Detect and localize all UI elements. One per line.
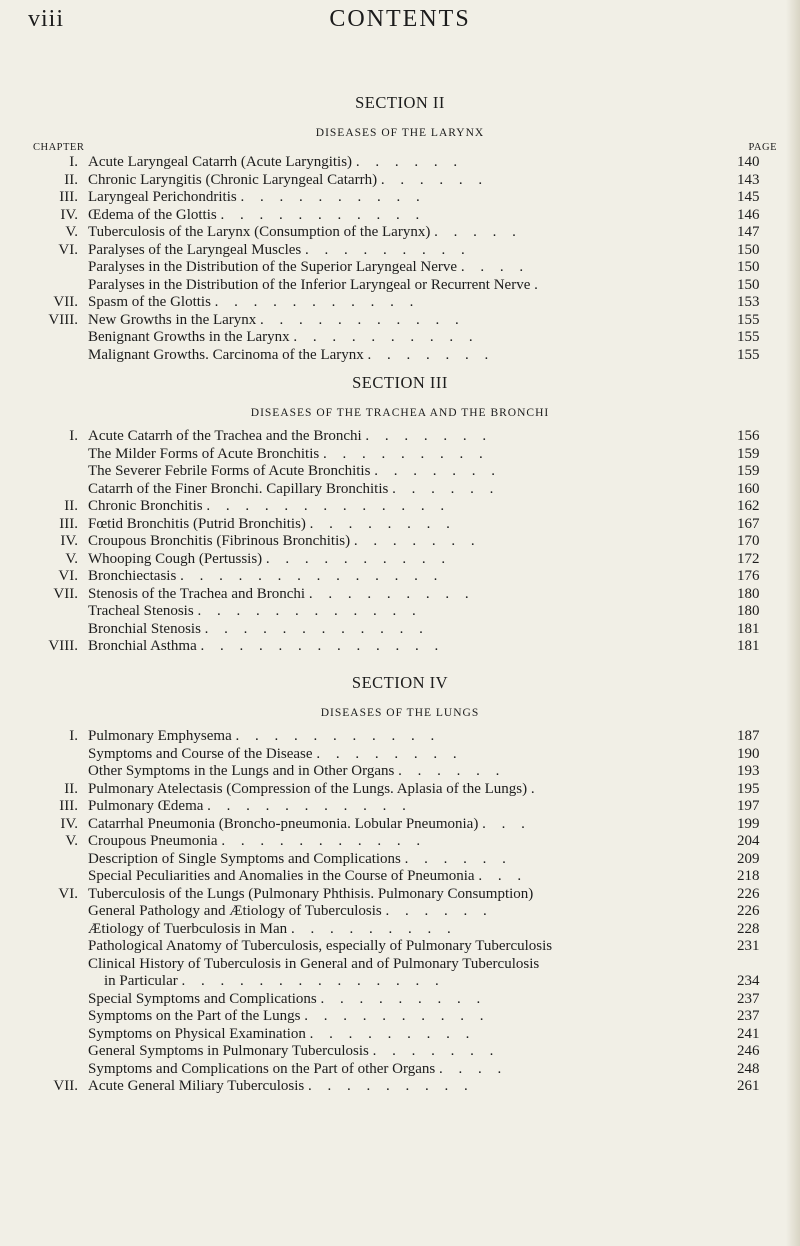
dot-leader: . . . . . . . . . <box>320 990 487 1007</box>
entry-title: Acute General Miliary Tuberculosis <box>88 1078 305 1094</box>
toc-entry <box>0 329 800 347</box>
entry-title-line <box>88 1078 736 1096</box>
entry-title-line <box>88 1008 736 1026</box>
entry-page-number: 145 <box>737 189 760 205</box>
entry-title-line <box>88 312 736 330</box>
toc-entry <box>0 259 800 277</box>
entry-page-number: 167 <box>737 515 760 532</box>
entry-page-number: 181 <box>737 638 760 654</box>
toc-entry <box>0 481 800 499</box>
entry-page-number: 237 <box>737 990 760 1007</box>
entry-title-line <box>88 763 736 781</box>
entry-title-line <box>88 886 736 904</box>
entry-title-line <box>88 728 736 746</box>
dot-leader: . . . <box>482 815 531 832</box>
toc-entry <box>0 851 800 869</box>
section-ii <box>0 92 800 364</box>
entry-title: Symptoms on the Part of the Lungs <box>88 1008 301 1024</box>
section-iii <box>0 372 800 656</box>
entry-page-number: 150 <box>737 241 760 258</box>
toc-entry <box>0 781 800 799</box>
toc-entry <box>0 312 800 330</box>
toc-entry <box>0 816 800 834</box>
entry-title: Pulmonary Œdema <box>88 798 204 814</box>
chapter-number: V. <box>65 833 78 849</box>
page-number: viii <box>28 6 65 32</box>
toc-entry <box>0 603 800 621</box>
toc-entry <box>0 207 800 225</box>
dot-leader: . <box>534 276 544 293</box>
toc-entry <box>0 746 800 764</box>
entry-title: Bronchiectasis <box>88 568 177 584</box>
entry-title: Benignant Growths in the Larynx <box>88 329 290 345</box>
dot-leader: . . . . . . . . . . <box>240 189 426 205</box>
entry-title-line <box>88 347 736 365</box>
toc-entry <box>0 428 800 446</box>
entry-title-line <box>88 781 736 799</box>
entry-title: Croupous Pneumonia <box>88 833 218 849</box>
entry-page-number: 147 <box>737 224 760 240</box>
entry-title-line <box>88 621 736 639</box>
entry-title: Tracheal Stenosis <box>88 603 194 619</box>
entry-page-number: 181 <box>737 620 760 637</box>
entry-page-number: 190 <box>737 745 760 762</box>
dot-leader: . . . . . . . . . <box>305 241 471 258</box>
entry-title: Whooping Cough (Pertussis) <box>88 550 263 567</box>
entry-title: General Symptoms in Pulmonary Tuberculosis <box>88 1043 369 1059</box>
toc-entry <box>0 1008 800 1026</box>
dot-leader: . . . . . . . . . . . <box>207 798 412 814</box>
entry-title-line <box>88 903 736 921</box>
toc-entry <box>0 154 800 172</box>
dot-leader: . . . . . . <box>385 903 493 919</box>
section-subtitle: DISEASES OF THE TRACHEA AND THE BRONCHI <box>250 407 550 419</box>
entry-page-number: 197 <box>737 798 760 814</box>
entry-title: Special Symptoms and Complications <box>88 990 317 1007</box>
entry-title-line <box>88 329 736 347</box>
entry-title: Stenosis of the Trachea and Bronchi <box>88 585 306 602</box>
toc-entry <box>0 763 800 781</box>
entry-title: Paralyses in the Distribution of the Superior Laryngeal Nerve <box>88 259 458 275</box>
entry-page-number: 143 <box>737 171 760 188</box>
entry-page-number: 237 <box>737 1008 760 1024</box>
section-title: SECTION III <box>352 373 448 392</box>
dot-leader: . . . . . . . . . <box>290 920 457 937</box>
entry-page-number: 199 <box>737 815 760 832</box>
entry-page-number: 170 <box>737 533 760 549</box>
dot-leader: . . . . . <box>434 224 522 240</box>
entry-page-number: 226 <box>737 885 760 902</box>
entry-title: Acute Laryngeal Catarrh (Acute Laryngitis) <box>88 154 353 170</box>
entry-page-number: 193 <box>737 763 760 779</box>
running-head <box>0 2 800 42</box>
entry-page-number: 172 <box>737 550 760 567</box>
entry-title: Clinical History of Tuberculosis in General and of Pulmonary Tuberculosis <box>88 955 540 972</box>
toc-entry <box>0 586 800 604</box>
entry-title-line <box>88 991 736 1009</box>
entry-page-number: 162 <box>737 498 760 514</box>
entry-title-line <box>88 638 736 656</box>
chapter-number: VIII. <box>48 638 78 654</box>
entry-title: Croupous Bronchitis (Fibrinous Bronchitis) <box>88 533 351 549</box>
chapter-number: II. <box>64 780 78 797</box>
section-subtitle: DISEASES OF THE LARYNX <box>315 127 485 139</box>
entry-page-number: 261 <box>737 1078 760 1094</box>
dot-leader: . . . . . . . . . . . . . <box>200 638 445 654</box>
dot-leader: . . . . <box>438 1060 508 1077</box>
entry-title-line <box>88 798 736 816</box>
entry-title: Chronic Bronchitis <box>88 498 203 514</box>
entry-title-line <box>88 224 736 242</box>
dot-leader: . . . . . . . . <box>309 515 456 532</box>
entry-page-number: 180 <box>737 603 760 619</box>
chapter-number: VI. <box>58 241 78 258</box>
section-subtitle: DISEASES OF THE LUNGS <box>320 707 480 719</box>
chapter-number: I. <box>69 154 78 170</box>
chapter-number: IV. <box>60 815 78 832</box>
toc-entry <box>0 224 800 242</box>
entry-title: in Particular <box>104 973 178 989</box>
entry-title-line <box>88 294 736 312</box>
entry-title-line <box>88 189 736 207</box>
toc-entry <box>0 868 800 886</box>
toc-entry <box>0 277 800 295</box>
dot-leader: . <box>530 780 541 797</box>
entry-page-number: 204 <box>737 833 760 849</box>
entry-page-number: 159 <box>737 445 760 462</box>
entry-title: New Growths in the Larynx <box>88 311 257 328</box>
dot-leader: . . . . . . . . . <box>308 585 475 602</box>
entry-page-number: 155 <box>737 346 760 363</box>
entry-title-line <box>88 172 736 190</box>
toc-entry <box>0 568 800 586</box>
entry-page-number: 140 <box>737 154 760 170</box>
entry-title-line <box>88 938 736 956</box>
chapter-number: VII. <box>53 1078 78 1094</box>
toc-entry <box>0 973 800 991</box>
entry-page-number: 146 <box>737 206 760 223</box>
toc-entry <box>0 533 800 551</box>
entry-page-number: 160 <box>737 480 760 497</box>
entry-title-line <box>88 242 736 260</box>
entry-title: General Pathology and Ætiology of Tuberculosis <box>88 903 382 919</box>
entry-page-number: 153 <box>737 294 760 310</box>
entry-title-line <box>88 154 736 172</box>
dot-leader: . . . . . . . . . . . . . . <box>181 973 445 989</box>
entry-title-line <box>88 568 736 586</box>
entry-title-line <box>88 498 736 516</box>
chapter-number: II. <box>64 171 78 188</box>
chapter-number: VI. <box>58 885 78 902</box>
toc-entry <box>0 463 800 481</box>
dot-leader: . . . . . . <box>404 850 512 867</box>
chapter-number: IV. <box>60 206 78 223</box>
entry-title-line <box>88 207 736 225</box>
entry-title-line <box>88 868 736 886</box>
entry-page-number: 248 <box>737 1060 760 1077</box>
entry-page-number: 180 <box>737 585 760 602</box>
dot-leader: . . . . . . . <box>372 1043 500 1059</box>
chapter-number: IV. <box>60 533 78 549</box>
chapter-number: VII. <box>53 585 78 602</box>
dot-leader: . . . . . . . . . . . . <box>197 603 422 619</box>
entry-page-number: 176 <box>737 568 760 584</box>
chapter-number: III. <box>59 189 78 205</box>
column-headings <box>0 142 800 154</box>
chapter-number: V. <box>65 550 78 567</box>
dot-leader: . . . . <box>460 259 530 275</box>
chapter-number: VIII. <box>48 311 78 328</box>
entry-title-line <box>88 921 736 939</box>
dot-leader: . . . <box>478 868 528 884</box>
toc-entry <box>0 991 800 1009</box>
dot-leader: . . . . . . . . . . . <box>220 206 426 223</box>
entry-title: Acute Catarrh of the Trachea and the Bronchi <box>88 428 362 444</box>
entry-title-line <box>104 973 736 991</box>
toc-entry <box>0 498 800 516</box>
dot-leader: . . . . . . . . . <box>307 1078 474 1094</box>
toc-entry <box>0 551 800 569</box>
toc-entry <box>0 638 800 656</box>
entry-title-line <box>88 516 736 534</box>
entry-title-line <box>88 1043 736 1061</box>
entry-page-number: 246 <box>737 1043 760 1059</box>
toc-entry <box>0 886 800 904</box>
entry-title: Tuberculosis of the Larynx (Consumption of the Larynx) <box>88 224 431 240</box>
entry-title: Malignant Growths. Carcinoma of the Larynx <box>88 346 364 363</box>
toc-entry <box>0 516 800 534</box>
toc-entry <box>0 833 800 851</box>
toc-entry <box>0 798 800 816</box>
entry-page-number: 218 <box>737 868 760 884</box>
entry-page-number: 155 <box>737 329 760 345</box>
toc-entry <box>0 728 800 746</box>
entry-title-line <box>88 428 736 446</box>
dot-leader: . . . . . . <box>392 480 500 497</box>
dot-leader: . . . . . . . . . <box>322 445 489 462</box>
entry-title: Symptoms and Course of the Disease <box>88 745 313 762</box>
chapter-number: VI. <box>58 568 78 584</box>
toc-entry <box>0 1026 800 1044</box>
dot-leader: . . . . . . . . . . . <box>214 294 420 310</box>
toc-entry <box>0 172 800 190</box>
entry-title-line <box>88 533 736 551</box>
entry-title: Other Symptoms in the Lungs and in Other Organs <box>88 763 395 779</box>
entry-title: Œdema of the Glottis <box>88 206 217 223</box>
entry-title-line <box>88 481 736 499</box>
entry-title-line <box>88 1026 736 1044</box>
chapter-number: III. <box>59 515 78 532</box>
toc-entries <box>0 154 800 364</box>
entry-title: Chronic Laryngitis (Chronic Laryngeal Catarrh) <box>88 171 378 188</box>
entry-page-number: 159 <box>737 463 760 479</box>
entry-title: Catarrhal Pneumonia (Broncho-pneumonia. Lobular Pneumonia) <box>88 815 479 832</box>
toc-entry <box>0 189 800 207</box>
toc-entry <box>0 956 800 974</box>
entry-title: The Severer Febrile Forms of Acute Bronchitis <box>88 463 371 479</box>
section-title: SECTION IV <box>351 673 449 692</box>
dot-leader: . . . . . . . . . . . . . . <box>180 568 444 584</box>
entry-page-number: 234 <box>737 973 760 989</box>
dot-leader: . . . . . . <box>380 171 489 188</box>
dot-leader: . . . . . . . . . . . <box>221 833 427 849</box>
toc-entry <box>0 1078 800 1096</box>
dot-leader: . . . . . . . <box>367 346 495 363</box>
page-title: CONTENTS <box>329 6 471 32</box>
chapter-column-heading: CHAPTER <box>33 142 85 153</box>
dot-leader: . . . . . . . <box>365 428 493 444</box>
entry-page-number: 231 <box>737 938 760 954</box>
entry-title: Pulmonary Atelectasis (Compression of the Lungs. Aplasia of the Lungs) <box>88 780 528 797</box>
entry-title: Spasm of the Glottis <box>88 294 211 310</box>
entry-page-number: 209 <box>737 850 760 867</box>
entry-page-number: 150 <box>737 259 760 275</box>
entry-title-line <box>88 746 736 764</box>
entry-title-line <box>88 446 736 464</box>
chapter-number: VII. <box>53 294 78 310</box>
entry-title: Symptoms and Complications on the Part of other Organs <box>88 1060 436 1077</box>
dot-leader: . . . . . . . . . . <box>265 550 452 567</box>
entry-page-number: 195 <box>737 780 760 797</box>
entry-page-number: 187 <box>737 728 760 744</box>
toc-entry <box>0 1043 800 1061</box>
chapter-number: I. <box>69 728 78 744</box>
entry-title-line <box>88 586 736 604</box>
entry-title: Laryngeal Perichondritis <box>88 189 237 205</box>
entry-title: Pathological Anatomy of Tuberculosis, especially of Pulmonary Tuberculosis <box>88 938 553 954</box>
dot-leader: . . . . . . . <box>353 533 481 549</box>
entry-title: Tuberculosis of the Lungs (Pulmonary Phthisis. Pulmonary Consumption) <box>88 885 534 902</box>
dot-leader: . . . . . . <box>355 154 464 170</box>
chapter-number: V. <box>65 224 78 240</box>
toc-entry <box>0 921 800 939</box>
entry-page-number: 155 <box>737 311 760 328</box>
dot-leader: . . . . . . . . . . . <box>235 728 441 744</box>
entry-title-line <box>88 851 736 869</box>
entry-title: Pulmonary Emphysema <box>88 728 232 744</box>
entry-title-line <box>88 833 736 851</box>
dot-leader: . . . . . . . . . . . . <box>204 620 429 637</box>
entry-title-line <box>88 956 736 974</box>
dot-leader: . . . . . . . . . . . <box>260 311 465 328</box>
chapter-number: II. <box>64 498 78 514</box>
dot-leader: . . . . . . . . . <box>309 1025 476 1042</box>
dot-leader: . . . . . . . . . . . . . <box>206 498 451 514</box>
entry-title: Special Peculiarities and Anomalies in the Course of Pneumonia <box>88 868 475 884</box>
toc-entry <box>0 938 800 956</box>
toc-entry <box>0 294 800 312</box>
toc-entry <box>0 242 800 260</box>
entry-title: Bronchial Asthma <box>88 638 197 654</box>
section-iv <box>0 672 800 1096</box>
dot-leader: . . . . . . . . . . <box>293 329 479 345</box>
entry-page-number: 150 <box>737 276 760 293</box>
toc-entry <box>0 903 800 921</box>
entry-title: Description of Single Symptoms and Complications <box>88 850 401 867</box>
entry-title: Catarrh of the Finer Bronchi. Capillary Bronchitis <box>88 480 389 497</box>
page-column-heading: PAGE <box>748 142 777 153</box>
toc-entry <box>0 347 800 365</box>
entry-page-number: 241 <box>737 1025 760 1042</box>
toc-entries <box>0 428 800 656</box>
entry-title-line <box>88 277 736 295</box>
entry-title: Paralyses in the Distribution of the Inferior Laryngeal or Recurrent Nerve <box>88 276 531 293</box>
dot-leader: . . . . . . . . <box>316 745 463 762</box>
entry-title: Ætiology of Tuerbculosis in Man <box>88 920 288 937</box>
entry-title: Symptoms on Physical Examination <box>88 1025 306 1042</box>
entry-title-line <box>88 463 736 481</box>
toc-entry <box>0 621 800 639</box>
dot-leader: . . . . . . . . . . <box>304 1008 490 1024</box>
toc-entry <box>0 446 800 464</box>
entry-title: Paralyses of the Laryngeal Muscles <box>88 241 302 258</box>
entry-title-line <box>88 551 736 569</box>
dot-leader: . . . . . . <box>398 763 506 779</box>
entry-title: The Milder Forms of Acute Bronchitis <box>88 445 320 462</box>
chapter-number: III. <box>59 798 78 814</box>
entry-title: Fœtid Bronchitis (Putrid Bronchitis) <box>88 515 306 532</box>
toc-entry <box>0 1061 800 1079</box>
entry-title: Bronchial Stenosis <box>88 620 201 637</box>
chapter-number: I. <box>69 428 78 444</box>
entry-page-number: 228 <box>737 920 760 937</box>
entry-title-line <box>88 603 736 621</box>
toc-entries <box>0 728 800 1096</box>
dot-leader: . . . . . . . <box>374 463 501 479</box>
entry-title-line <box>88 259 736 277</box>
entry-page-number: 226 <box>737 903 760 919</box>
entry-title-line <box>88 1061 736 1079</box>
entry-title-line <box>88 816 736 834</box>
section-title: SECTION II <box>355 93 445 112</box>
entry-page-number: 156 <box>737 428 760 444</box>
